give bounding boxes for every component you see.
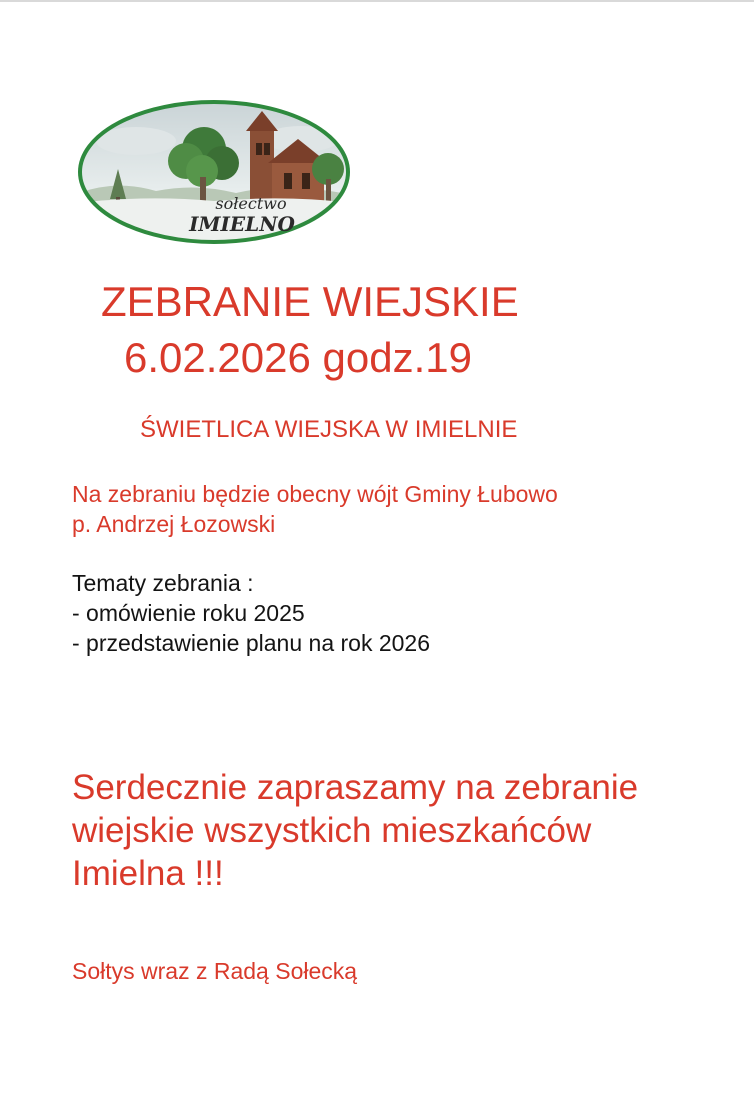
meeting-date: 6.02.2026 godz.19 [124, 334, 472, 381]
presence-notice [72, 479, 558, 539]
logo-text-solectwo: sołectwo [215, 194, 287, 213]
invitation-line-3: Imielna !!! [72, 854, 224, 893]
topic-item: - omówienie roku 2025 [72, 600, 305, 626]
signature: Sołtys wraz z Radą Sołecką [72, 958, 358, 984]
presence-line-1: Na zebraniu będzie obecny wójt Gminy Łubowo [72, 481, 558, 507]
meeting-venue: ŚWIETLICA WIEJSKA W IMIELNIE [140, 416, 518, 443]
solectwo-imielno-logo [76, 99, 352, 245]
topics-header: Tematy zebrania : [72, 570, 254, 596]
invitation-text [72, 766, 638, 895]
presence-line-2: p. Andrzej Łozowski [72, 511, 276, 537]
invitation-line-2: wiejskie wszystkich mieszkańców [72, 811, 592, 850]
invitation-line-1: Serdecznie zapraszamy na zebranie [72, 768, 639, 807]
topics-section [72, 568, 430, 658]
meeting-title: ZEBRANIE WIEJSKIE [101, 278, 519, 325]
logo-text-imielno: IMIELNO [189, 212, 295, 236]
topic-item: - przedstawienie planu na rok 2026 [72, 630, 431, 656]
page-top-border [0, 0, 754, 2]
